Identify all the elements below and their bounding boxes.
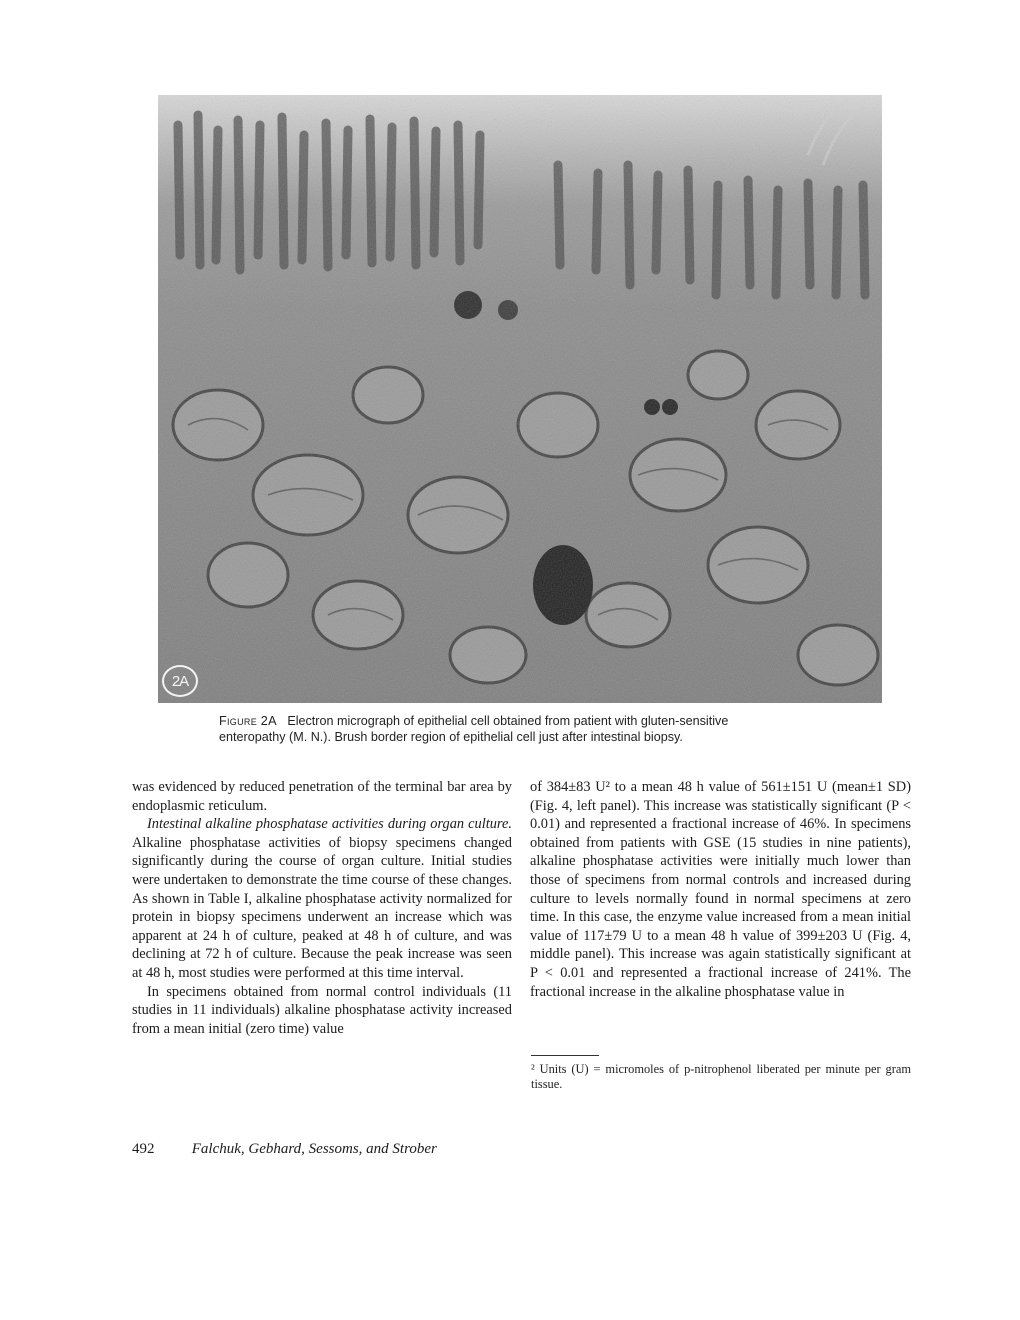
left-text-column <box>132 778 512 1038</box>
figure-caption <box>219 713 859 745</box>
paragraph-alkaline-phosphatase <box>132 815 512 982</box>
electron-micrograph <box>158 95 882 703</box>
footnote-divider <box>531 1055 599 1056</box>
panel-label-2a: 2A <box>162 665 198 697</box>
caption-text-line2: enteropathy (M. N.). Brush border region of epithelial cell just after intestinal biopsy. <box>219 730 683 744</box>
micrograph-image <box>158 95 882 703</box>
paragraph: In specimens obtained from normal control individuals (11 studies in 11 individuals) alkaline phosphatase activity increased from a mean initial (zero time) value <box>132 983 512 1037</box>
paragraph-body: Alkaline phosphatase activities of biopsy specimens changed significantly during the course of organ culture. Initial studies were undertaken to demonstrate the time course of these changes. As shown in Table I, alkaline phosphatase activity normalized for protein in biopsy specimens underwent an increase which was apparent at 24 h of culture, peaked at 48 h of culture, and was declining at 72 h of culture. Because the peak increase was seen at 48 h, most studies were performed at this time interval. <box>132 834 512 981</box>
page-number: 492 <box>132 1141 155 1157</box>
right-text-column <box>530 778 911 1001</box>
page-footer <box>132 1141 632 1158</box>
section-heading: Intestinal alkaline phosphatase activities during organ culture. <box>147 816 512 833</box>
running-authors: Falchuk, Gebhard, Sessoms, and Strober <box>191 1141 437 1157</box>
caption-text-line1: Electron micrograph of epithelial cell obtained from patient with gluten-sensitive <box>287 714 729 728</box>
paragraph: was evidenced by reduced penetration of the terminal bar area by endoplasmic reticulum. <box>132 779 512 814</box>
caption-figure-label: Figure 2A <box>219 714 277 728</box>
paragraph: of 384±83 U² to a mean 48 h value of 561±151 U (mean±1 SD) (Fig. 4, left panel). This increase was statistically significant (P < 0.01) and represented a fractional increase of 46%. In specimens obtained from patients with GSE (15 studies in nine patients), alkaline phosphatase activities were initially much lower than those of specimens from normal controls and increased during culture to levels normally found in normal specimens at zero time. In this case, the enzyme value increased from a mean initial value of 117±79 U to a mean 48 h value of 399±203 U (Fig. 4, middle panel). This increase was again statistically significant at P < 0.01 and represented a fractional increase of 241%. The fractional increase in the alkaline phosphatase value in <box>530 779 911 1000</box>
footnote: ² Units (U) = micromoles of p-nitrophenol liberated per minute per gram tissue. <box>531 1062 911 1091</box>
